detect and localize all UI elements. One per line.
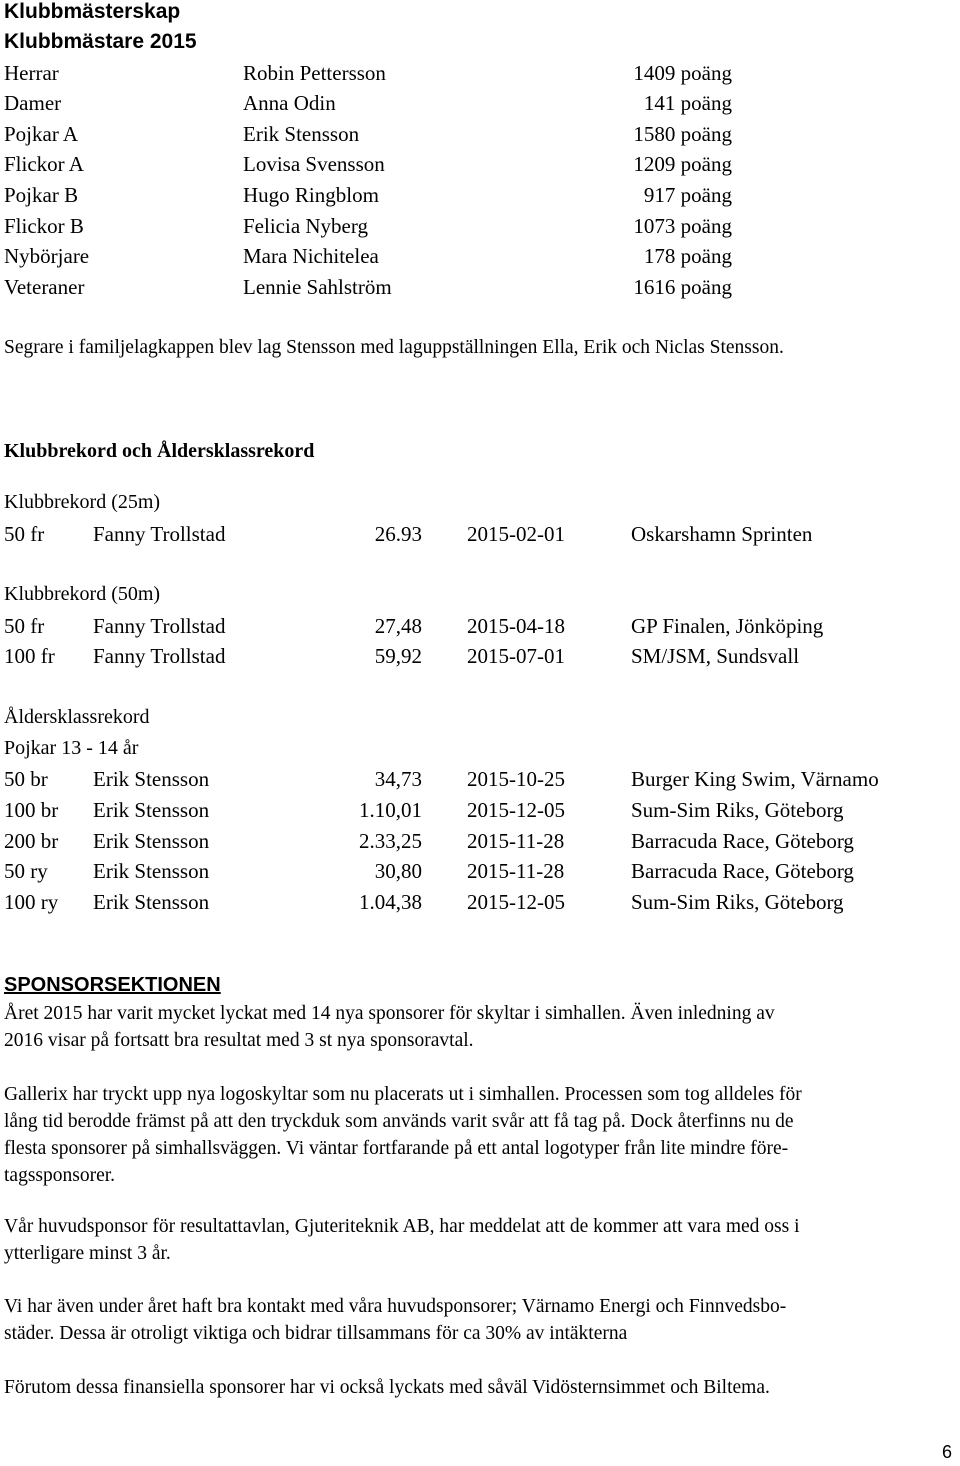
date-cell: 2015-02-01 — [467, 522, 565, 546]
paragraph-line: Vi har även under året haft bra kontakt med våra huvudsponsorer; Värnamo Energi och Finnvedsbo- — [4, 1296, 787, 1317]
paragraph-line: Gallerix har tryckt upp nya logoskyltar som nu placerats ut i simhallen. Processen som tog alldeles för — [4, 1084, 802, 1105]
competition-cell: Sum-Sim Riks, Göteborg — [631, 890, 844, 914]
category-cell: Herrar — [4, 61, 59, 85]
points-cell: 1073 poäng — [633, 214, 732, 238]
name-cell: Fanny Trollstad — [93, 614, 226, 638]
category-cell: Pojkar B — [4, 183, 79, 207]
category-cell: Nybörjare — [4, 244, 90, 268]
competition-cell: Sum-Sim Riks, Göteborg — [631, 798, 844, 822]
paragraph-line: 2016 visar på fortsatt bra resultat med 3 st nya sponsoravtal. — [4, 1030, 474, 1051]
competition-cell: Barracuda Race, Göteborg — [631, 859, 854, 883]
time-cell: 1.04,38 — [359, 890, 422, 914]
sponsor-paragraph — [4, 1213, 952, 1267]
points-cell: 1209 poäng — [633, 152, 732, 176]
competition-cell: Oskarshamn Sprinten — [631, 522, 813, 546]
competition-cell: Barracuda Race, Göteborg — [631, 829, 854, 853]
table-row — [0, 522, 960, 550]
name-cell: Anna Odin — [243, 91, 336, 115]
event-cell: 100 ry — [4, 890, 59, 914]
paragraph-line: ytterligare minst 3 år. — [4, 1243, 171, 1264]
category-cell: Damer — [4, 91, 62, 115]
club25-title: Klubbrekord (25m) — [4, 491, 161, 513]
paragraph-line: städer. Dessa är otroligt viktiga och bidrar tillsammans för ca 30% av intäkterna — [4, 1323, 628, 1344]
table-row — [0, 890, 960, 918]
competition-cell: GP Finalen, Jönköping — [631, 614, 824, 638]
name-cell: Mara Nichitelea — [243, 244, 379, 268]
table-row — [0, 214, 960, 242]
club50-title: Klubbrekord (50m) — [4, 583, 161, 605]
paragraph-line: flesta sponsorer på simhallsväggen. Vi väntar fortfarande på ett antal logotyper från lite mindre före- — [4, 1138, 789, 1159]
sponsor-paragraph — [4, 1081, 952, 1189]
date-cell: 2015-11-28 — [467, 829, 565, 853]
event-cell: 50 br — [4, 767, 48, 791]
table-row — [0, 859, 960, 887]
sponsor-paragraph — [4, 1293, 952, 1347]
sponsor-paragraph — [4, 1000, 952, 1054]
name-cell: Erik Stensson — [243, 122, 360, 146]
name-cell: Erik Stensson — [93, 829, 210, 853]
date-cell: 2015-10-25 — [467, 767, 565, 791]
age-group-label: Pojkar 13 - 14 år — [4, 737, 139, 759]
category-cell: Flickor A — [4, 152, 84, 176]
table-row — [0, 829, 960, 857]
name-cell: Fanny Trollstad — [93, 644, 226, 668]
date-cell: 2015-12-05 — [467, 890, 565, 914]
page-title: Klubbmästerskap — [4, 0, 181, 23]
name-cell: Lovisa Svensson — [243, 152, 385, 176]
table-row — [0, 91, 960, 119]
points-cell: 917 poäng — [643, 183, 732, 207]
paragraph-line: Året 2015 har varit mycket lyckat med 14 nya sponsorer för skyltar i simhallen. Även inledning av — [4, 1003, 775, 1024]
table-row — [0, 767, 960, 795]
table-row — [0, 122, 960, 150]
event-cell: 50 fr — [4, 522, 45, 546]
family-relay-text: Segrare i familjelagkappen blev lag Stensson med laguppställningen Ella, Erik och Niclas Stensson. — [4, 337, 784, 358]
name-cell: Erik Stensson — [93, 767, 210, 791]
points-cell: 178 poäng — [643, 244, 732, 268]
page-number: 6 — [941, 1442, 952, 1462]
time-cell: 27,48 — [374, 614, 422, 638]
paragraph-line: Vår huvudsponsor för resultattavlan, Gjuteriteknik AB, har meddelat att de kommer att vara med oss i — [4, 1216, 800, 1237]
table-row — [0, 614, 960, 642]
table-row — [0, 275, 960, 303]
age-records-title: Åldersklassrekord — [4, 706, 150, 728]
date-cell: 2015-12-05 — [467, 798, 565, 822]
points-cell: 1580 poäng — [633, 122, 732, 146]
time-cell: 30,80 — [374, 859, 422, 883]
event-cell: 50 ry — [4, 859, 48, 883]
time-cell: 34,73 — [374, 767, 422, 791]
time-cell: 1.10,01 — [359, 798, 422, 822]
date-cell: 2015-11-28 — [467, 859, 565, 883]
name-cell: Erik Stensson — [93, 859, 210, 883]
time-cell: 2.33,25 — [359, 829, 422, 853]
table-row — [0, 152, 960, 180]
sponsor-paragraph — [4, 1374, 952, 1401]
paragraph-line: lång tid berodde främst på att den tryckduk som används varit svår att få tag på. Dock återfinns nu de — [4, 1111, 794, 1132]
name-cell: Erik Stensson — [93, 798, 210, 822]
category-cell: Flickor B — [4, 214, 84, 238]
time-cell: 59,92 — [374, 644, 422, 668]
table-row — [0, 61, 960, 89]
records-heading: Klubbrekord och Åldersklassrekord — [4, 440, 315, 462]
name-cell: Robin Pettersson — [243, 61, 386, 85]
name-cell: Fanny Trollstad — [93, 522, 226, 546]
points-cell: 141 poäng — [643, 91, 732, 115]
category-cell: Pojkar A — [4, 122, 79, 146]
event-cell: 50 fr — [4, 614, 45, 638]
paragraph-line: Förutom dessa finansiella sponsorer har vi också lyckats med såväl Vidösternsimmet och Biltema. — [4, 1377, 770, 1398]
points-cell: 1409 poäng — [633, 61, 732, 85]
category-cell: Veteraner — [4, 275, 85, 299]
event-cell: 100 br — [4, 798, 59, 822]
table-row — [0, 798, 960, 826]
paragraph-line: tagssponsorer. — [4, 1165, 116, 1186]
sponsor-heading: SPONSORSEKTIONEN — [4, 974, 221, 996]
page-subtitle: Klubbmästare 2015 — [4, 30, 197, 53]
date-cell: 2015-07-01 — [467, 644, 565, 668]
name-cell: Hugo Ringblom — [243, 183, 379, 207]
competition-cell: Burger King Swim, Värnamo — [631, 767, 879, 791]
date-cell: 2015-04-18 — [467, 614, 565, 638]
name-cell: Erik Stensson — [93, 890, 210, 914]
table-row — [0, 644, 960, 672]
points-cell: 1616 poäng — [633, 275, 732, 299]
table-row — [0, 244, 960, 272]
name-cell: Lennie Sahlström — [243, 275, 392, 299]
competition-cell: SM/JSM, Sundsvall — [631, 644, 800, 668]
table-row — [0, 183, 960, 211]
time-cell: 26.93 — [374, 522, 422, 546]
name-cell: Felicia Nyberg — [243, 214, 368, 238]
event-cell: 200 br — [4, 829, 59, 853]
event-cell: 100 fr — [4, 644, 55, 668]
